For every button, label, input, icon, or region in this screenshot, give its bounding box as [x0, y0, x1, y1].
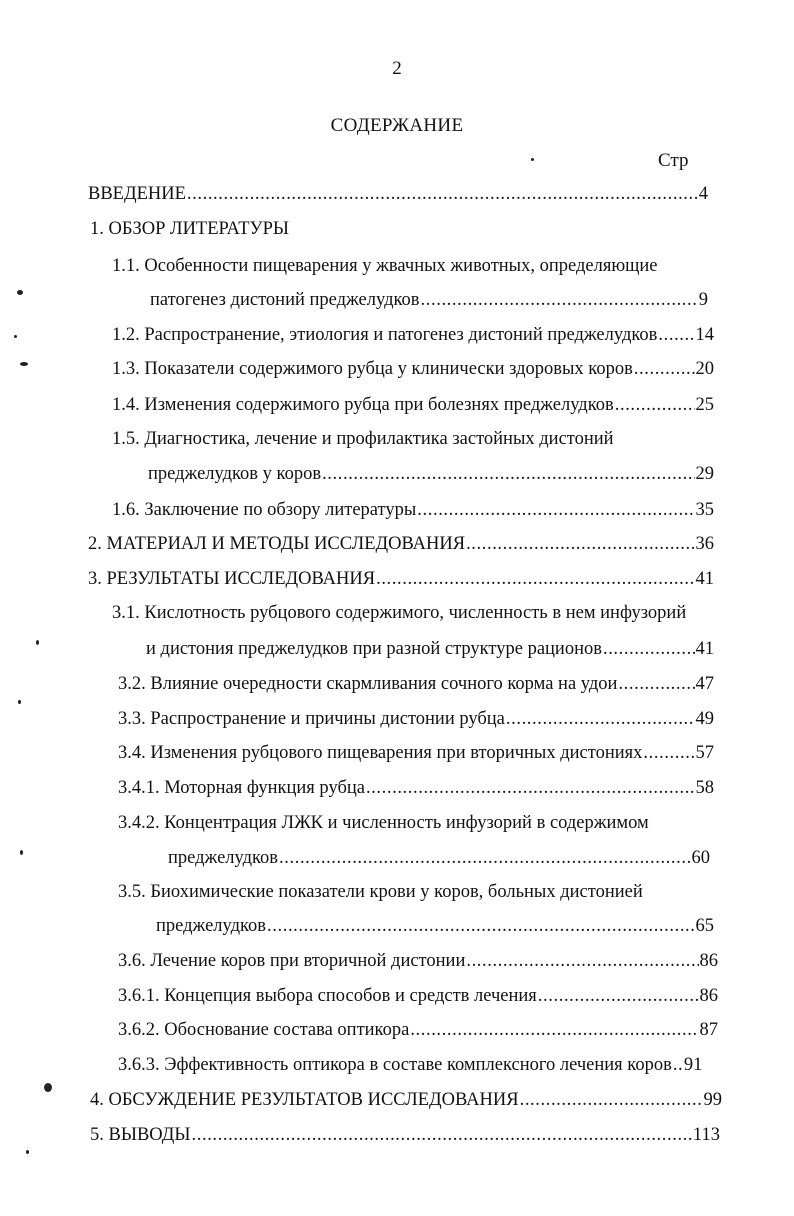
toc-entry-3-4-2-continuation[interactable]: преджелудков ..... 60 [168, 845, 710, 871]
toc-entry-3-5[interactable]: 3.5. Биохимические показатели крови у коров, больных дистонией [118, 882, 643, 902]
toc-entry-3-6-1[interactable]: 3.6.1. Концепция выбора способов и средств лечения ..... 86 [118, 983, 718, 1009]
page-column-header: Стр [658, 150, 689, 171]
toc-entry-3-6-2[interactable]: 3.6.2. Обоснование состава оптикора ..... 87 [118, 1017, 718, 1043]
toc-entry-chapter-3[interactable]: 3. РЕЗУЛЬТАТЫ ИССЛЕДОВАНИЯ ..... 41 [88, 566, 714, 592]
toc-entry-3-6-3[interactable]: 3.6.3. Эффективность оптикора в составе комплексного лечения коров ..... 91 [118, 1052, 716, 1078]
scan-speck [531, 158, 534, 161]
scan-speck [17, 290, 23, 295]
toc-entry-chapter-1[interactable]: 1. ОБЗОР ЛИТЕРАТУРЫ [90, 219, 290, 239]
toc-entry-3-2[interactable]: 3.2. Влияние очередности скармливания сочного корма на удои ..... 47 [118, 671, 714, 697]
toc-entry-1-5[interactable]: 1.5. Диагностика, лечение и профилактика застойных дистоний [112, 429, 614, 449]
toc-entry-1-5-continuation[interactable]: преджелудков у коров ..... 29 [148, 461, 714, 487]
toc-entry-3-1-continuation[interactable]: и дистония преджелудков при разной структуре рационов ..... 41 [146, 636, 714, 662]
toc-entry-3-4-2[interactable]: 3.4.2. Концентрация ЛЖК и численность инфузорий в содержимом [118, 813, 649, 833]
toc-entry-3-4-1[interactable]: 3.4.1. Моторная функция рубца ..... 58 [118, 775, 714, 801]
toc-entry-3-1[interactable]: 3.1. Кислотность рубцового содержимого, численность в нем инфузорий [112, 603, 687, 623]
toc-entry-chapter-4[interactable]: 4. ОБСУЖДЕНИЕ РЕЗУЛЬТАТОВ ИССЛЕДОВАНИЯ ..... 99 [90, 1087, 722, 1113]
page-number: 2 [392, 58, 402, 79]
toc-entry-3-3[interactable]: 3.3. Распространение и причины дистонии рубца ..... 49 [118, 706, 714, 732]
toc-entry-1-1-continuation[interactable]: патогенез дистоний преджелудков ..... 9 [150, 287, 708, 313]
scan-speck [44, 1083, 52, 1092]
toc-entry-3-5-continuation[interactable]: преджелудков ..... 65 [156, 913, 714, 939]
toc-entry-1-1[interactable]: 1.1. Особенности пищеварения у жвачных животных, определяющие [112, 256, 658, 276]
scan-speck [36, 640, 39, 645]
toc-entry-3-4[interactable]: 3.4. Изменения рубцового пищеварения при вторичных дистониях ..... 57 [118, 740, 714, 766]
toc-entry-3-6[interactable]: 3.6. Лечение коров при вторичной дистонии ..... 86 [118, 948, 718, 974]
scan-speck [20, 362, 28, 366]
scan-speck [26, 1150, 29, 1154]
scan-speck [14, 335, 17, 338]
toc-entry-intro[interactable]: ВВЕДЕНИЕ ..... 4 [88, 181, 708, 207]
toc-entry-chapter-5[interactable]: 5. ВЫВОДЫ ..... 113 [90, 1122, 720, 1148]
toc-entry-chapter-2[interactable]: 2. МАТЕРИАЛ И МЕТОДЫ ИССЛЕДОВАНИЯ ..... 36 [88, 531, 714, 557]
toc-entry-1-6[interactable]: 1.6. Заключение по обзору литературы ..... 35 [112, 497, 714, 523]
toc-entry-1-4[interactable]: 1.4. Изменения содержимого рубца при болезнях преджелудков ..... 25 [112, 392, 714, 418]
scan-speck [20, 850, 23, 855]
scan-speck [18, 700, 21, 704]
toc-entry-1-2[interactable]: 1.2. Распространение, этиология и патогенез дистоний преджелудков ..... 14 [112, 322, 714, 348]
page-title: СОДЕРЖАНИЕ [330, 115, 464, 136]
toc-entry-1-3[interactable]: 1.3. Показатели содержимого рубца у клинически здоровых коров ..... 20 [112, 356, 714, 382]
